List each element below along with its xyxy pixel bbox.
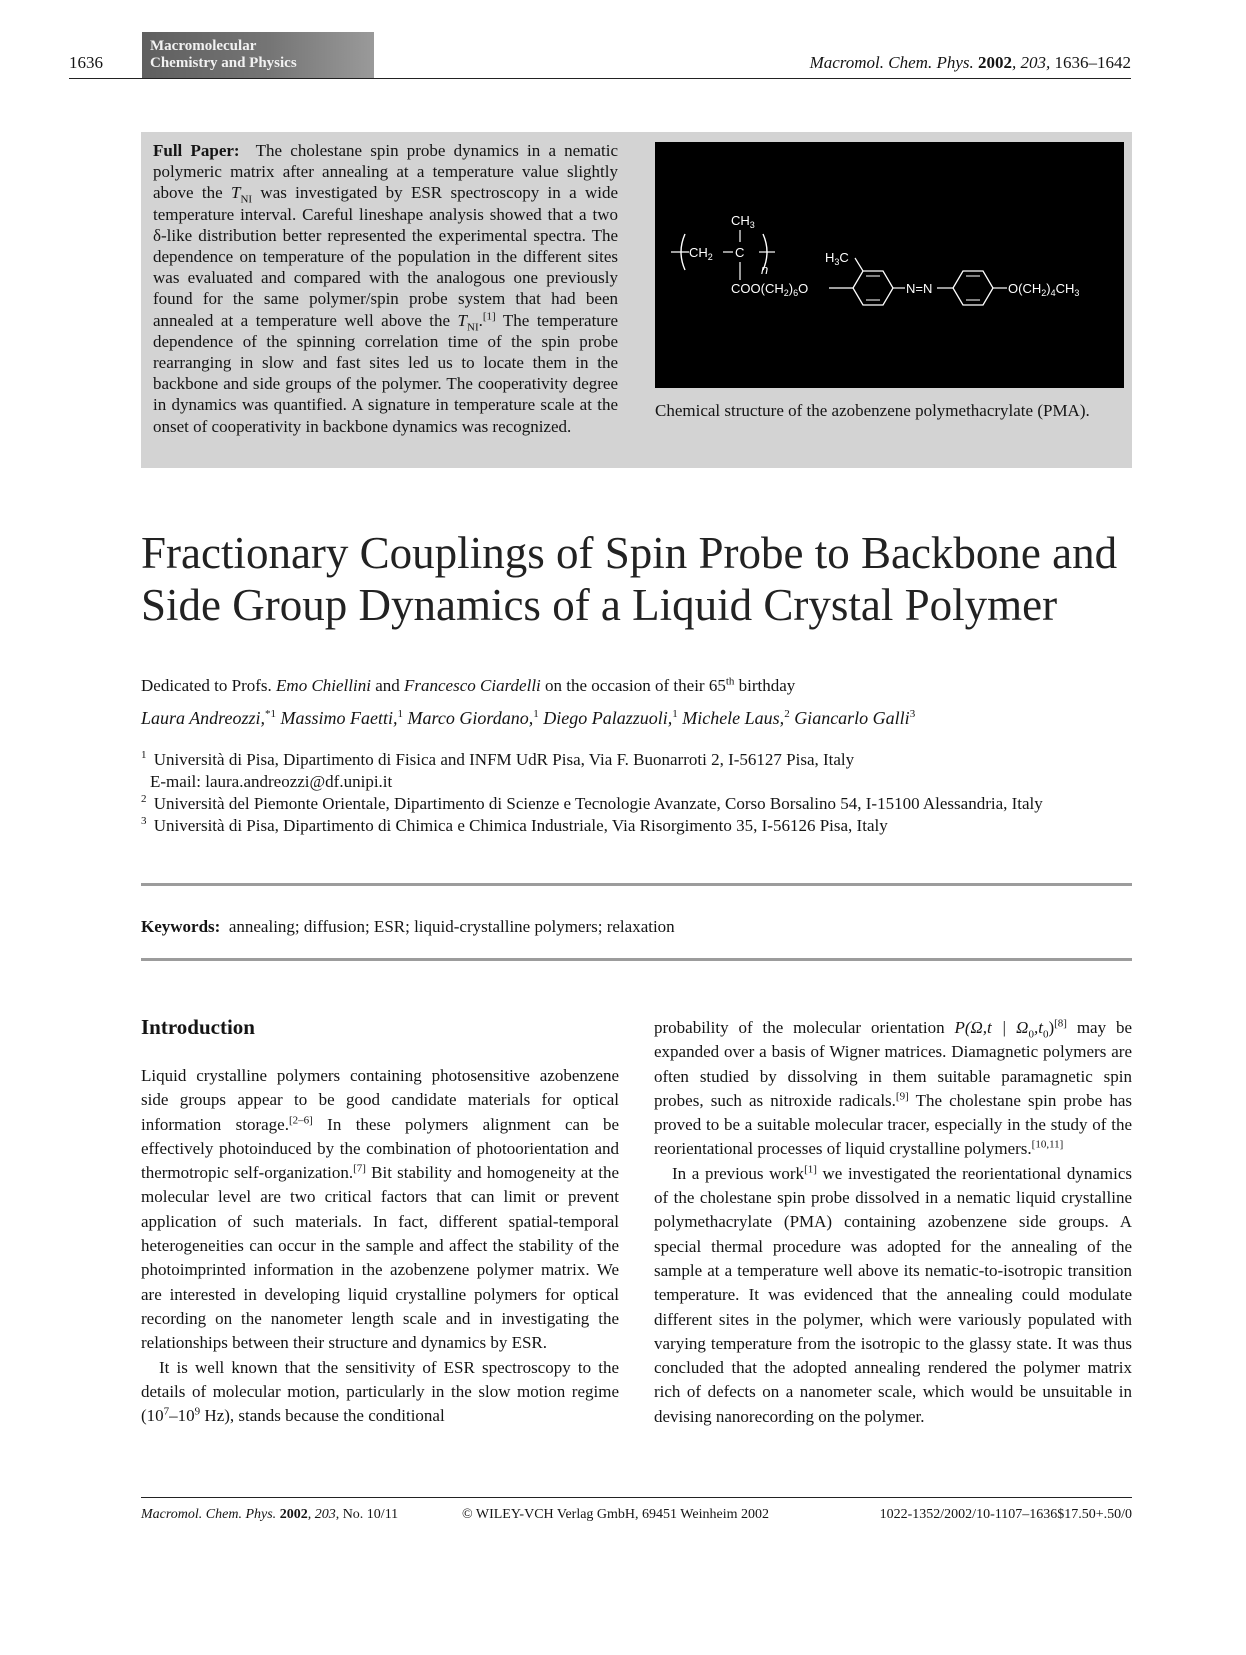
backbone-ch2: $CH_2$ [689,245,713,262]
keywords-rule-top [141,883,1132,886]
repeat-n: n [761,262,769,277]
affiliation: $^2$ Università del Piemonte Orientale, Dipartimento di Scienze e Tecnologie Avanzate, Corso Borsalino 54, I-15100 Alessandria, Italy [141,793,1043,813]
abstract-label: Full Paper: [153,141,240,160]
intro-paragraph-1: Liquid crystalline polymers containing photosensitive azobenzene side groups appear to be good candidate materials for optical information storage.[2–6] In these polymers alignment can be effectively photoinduced by the combination of photoorientation and thermotropic self-organization.[7] Bit stability and homogeneity at the molecular level are two critical factors that can limit or prevent application of such materials. In fact, different spatial-temporal heterogeneities can occur in the sample and affect the stability of the photoimprinted information in the azobenzene polymer matrix. We are interested in developing liquid crystalline polymers for optical recording on the nanometer length scale and in investigating the relationships between their structure and dynamics by ESR. [141,1066,620,1353]
dedication-suffix: on the occasion of their 65 [540,676,726,695]
abstract-part-3: The temperature dependence of the spinning correlation time of the spin probe rearranging in slow and fast sites led us to locate them in the backbone and side groups of the polymer. The cooperativity degree in dynamics was quantified. A signature in temperature scale at the onset of cooperativity in backbone dynamics was recognized. [153,310,619,436]
header-rule [69,78,1131,79]
corresponding-email[interactable]: E-mail: laura.andreozzi@df.unipi.it [150,772,393,791]
dedication-name-1: Emo Chiellini [276,676,371,695]
author: Giancarlo Galli$^3$ [794,708,916,728]
author: Michele Laus,$^2$ [682,708,790,728]
header-citation: Macromol. Chem. Phys. 2002, 203, 1636–1642 [809,53,1131,72]
intro-paragraph-3: probability of the molecular orientation P(Ω,t | $\Omega_0,t_0)[8]$ may be expanded over a basis of Wigner matrices. Diamagnetic polymers are often studied by dissolving in them suitable paramagnetic spin probes, such as nitroxide radicals.[9] The cholestane spin probe has proved to be a suitable molecular tracer, especially in the study of the reorientational processes of liquid crystalline polymers.[10,11] [654,1017,1133,1159]
keywords-rule-bottom [141,958,1132,961]
body-column-right [654,1016,1132,1429]
abstract-text [153,140,618,437]
body-column-left [141,1064,619,1428]
affiliation: $^3$ Università di Pisa, Dipartimento di Chimica e Chimica Industriale, Via Risorgimento 35, I-56126 Pisa, Italy [141,815,888,835]
affiliation: $^1$ Università di Pisa, Dipartimento di Fisica and INFM UdR Pisa, Via F. Buonarroti 2, I-56127 Pisa, Italy E-mail: laura.andreozzi@df.unipi.it [141,749,1131,793]
dedication-prefix: Dedicated to Profs. [141,676,277,695]
keywords-label: Keywords: [141,917,221,936]
logo-line-2: Chemistry and Physics [150,55,297,71]
abstract-part-2: was investigated by ESR spectroscopy in a wide temperature interval. Careful lineshape analysis showed that a two δ-like distribution better represented the experimental spectra. The dependence on temperature of the population in the different sites was evaluated and compared with the analogous one previously found for the same polymer/spin probe system that had been annealed at a temperature well above the [153,183,619,330]
dedication-name-2: Francesco Ciardelli [404,676,541,695]
dedication [141,676,795,696]
author: Marco Giordano,$^1$ [407,708,539,728]
abstract-period: . [478,310,483,330]
header-journal: Macromol. Chem. Phys. [809,53,974,72]
author-list [141,708,915,729]
page-number: 1636 [69,53,103,72]
intro-paragraph-4: In a previous work[1] we investigated the reorientational dynamics of the cholestane spin probe dissolved in a nematic liquid crystalline polymethacrylate (PMA) containing azobenzene side groups. A special thermal procedure was adopted for the annealing of the sample at a temperature well above its nematic-to-isotropic transition temperature. It was evidenced that the annealing could modulate different sites in the polymer, which were variously populated with varying temperature from the isotropic to the glassy state. It was thus concluded that the adopted annealing rendered the polymer matrix rich of defects on a nanometer scale, which would be unsuitable in devising nanorecording on the polymer. [654,1163,1132,1426]
author: Diego Palazzuoli,$^1$ [543,708,678,728]
chemical-structure-figure [655,142,1124,388]
tni-subscript-2: NI [467,321,479,334]
ester-chain: $COO(CH_2)_6O$ [731,281,809,298]
ring-methyl: $H_3C$ [825,250,849,267]
footer-issn: 1022-1352/2002/10-1107–1636$17.50+.50/0 [879,1507,1132,1522]
intro-paragraph-2: It is well known that the sensitivity of ESR spectroscopy to the details of molecular motion, particularly in the slow motion regime ($10^7-10^9$ Hz), stands because the conditional [141,1357,619,1426]
abstract-ref: [1] [482,309,496,322]
affiliations [141,749,1131,837]
tni-subscript: NI [240,193,253,206]
abstract-box [141,132,1132,468]
backbone-c: C [735,245,745,260]
alkoxy-tail: $O(CH_2)_4CH_3$ [1008,281,1080,298]
keywords-text: annealing; diffusion; ESR; liquid-crystalline polymers; relaxation [228,917,675,936]
figure-caption: Chemical structure of the azobenzene polymethacrylate (PMA). [655,401,1090,420]
footer-rule [141,1497,1132,1498]
keywords [141,917,675,937]
footer-citation: Macromol. Chem. Phys. 2002, 203, No. 10/11 [141,1507,399,1522]
header-volume: 203 [1020,53,1046,72]
tni-symbol-2: T [457,310,468,330]
tni-symbol: T [231,183,241,203]
author: Massimo Faetti,$^1$ [280,708,404,728]
azo-group: N=N [906,281,933,296]
header-pages: 1636–1642 [1054,53,1131,72]
dedication-sup: th [725,675,735,688]
abstract-part-1: The cholestane spin probe dynamics in a nematic polymeric matrix after annealing at a temperature value slightly above the [153,141,618,203]
dedication-birthday: birthday [734,676,796,695]
logo-line-1: Macromolecular [150,38,257,54]
methyl-group: $CH_3$ [731,213,755,230]
dedication-and: and [370,676,404,695]
author: Laura Andreozzi,$^{*1}$ [141,708,277,728]
header-year: 2002 [978,53,1012,72]
section-heading-introduction: Introduction [141,1015,255,1039]
journal-logo [142,32,374,78]
footer-publisher: © WILEY-VCH Verlag GmbH, 69451 Weinheim 2002 [462,1507,769,1522]
paper-title: Fractionary Couplings of Spin Probe to Backbone and Side Group Dynamics of a Liquid Crystal Polymer [141,528,1118,630]
